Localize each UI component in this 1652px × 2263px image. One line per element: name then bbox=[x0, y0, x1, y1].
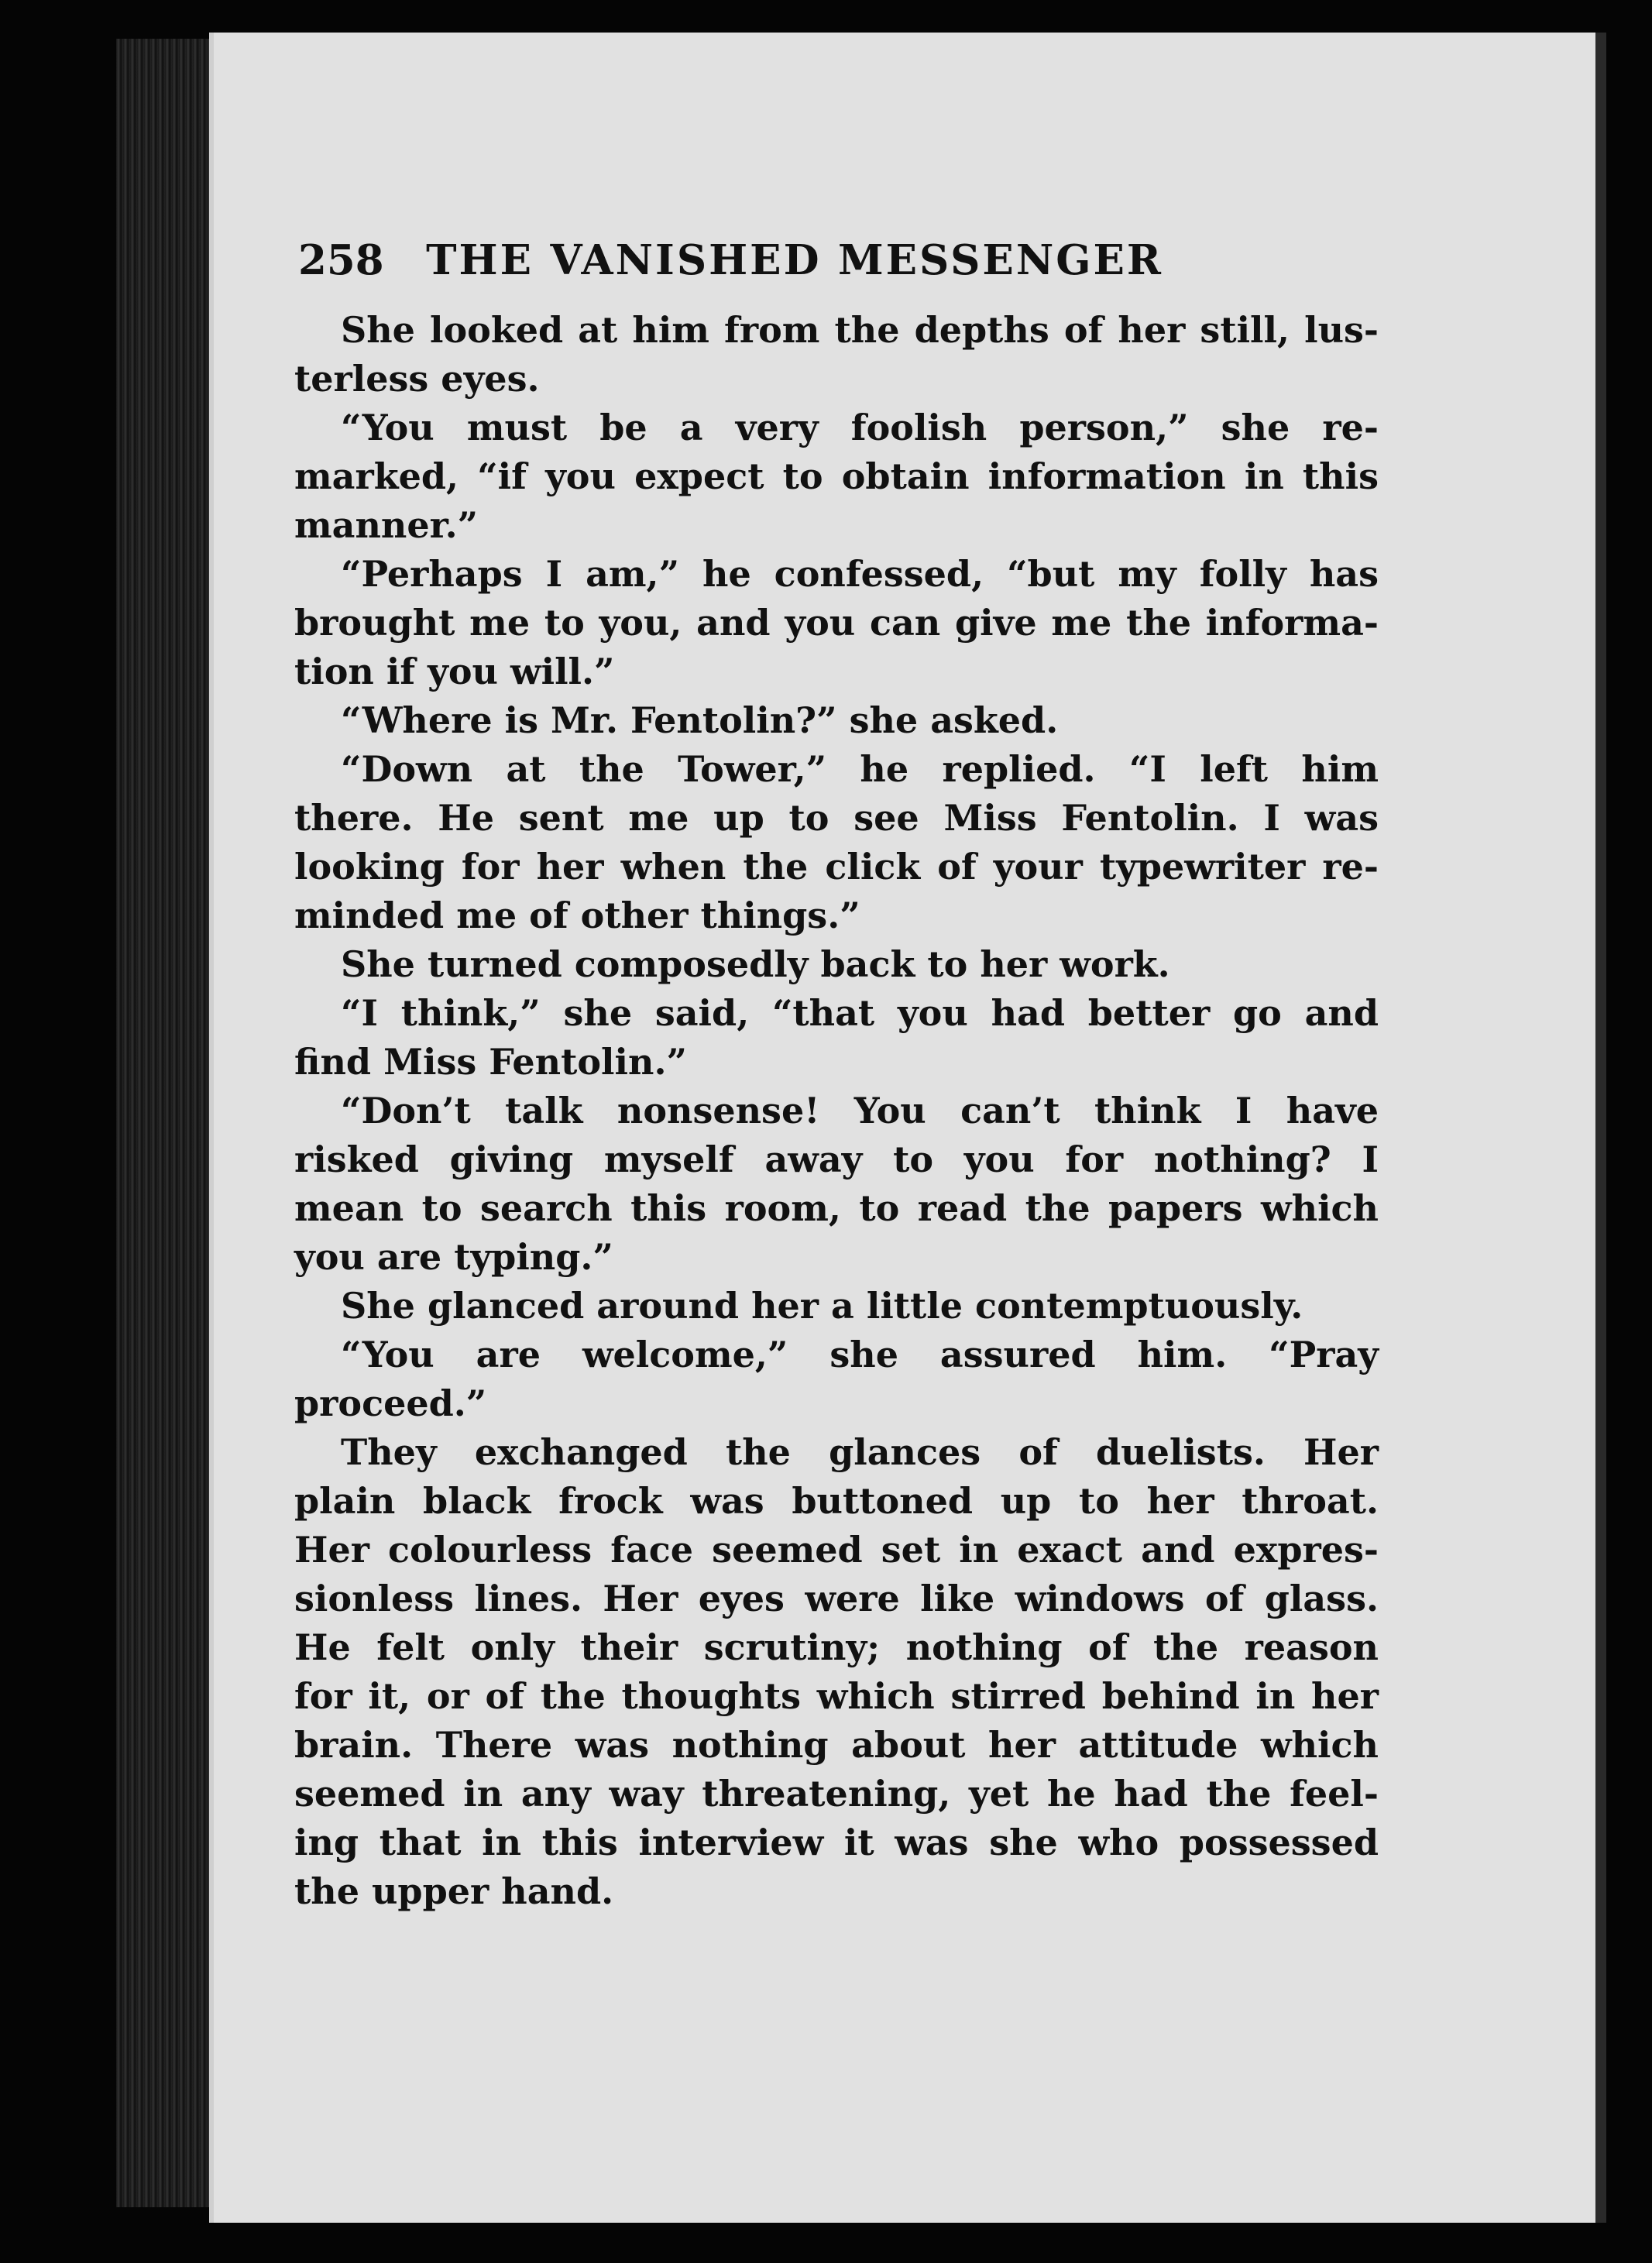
text-line: “Don’t talk nonsense! You can’t think I have bbox=[341, 1090, 1379, 1132]
page-number: 258 bbox=[298, 236, 384, 284]
text-line: “Where is Mr. Fentolin?” she asked. bbox=[341, 699, 1059, 741]
text-line: looking for her when the click of your typewriter re- bbox=[294, 846, 1379, 888]
text-line: you are typing.” bbox=[294, 1236, 613, 1278]
text-line: She looked at him from the depths of her still, lus- bbox=[341, 309, 1379, 351]
text-line: seemed in any way threatening, yet he had the feel- bbox=[294, 1773, 1379, 1815]
text-line: minded me of other things.” bbox=[294, 895, 860, 936]
text-line: there. He sent me up to see Miss Fentolin. I was bbox=[294, 797, 1379, 839]
book-page-edges bbox=[116, 39, 225, 2207]
text-line: They exchanged the glances of duelists. Her bbox=[341, 1431, 1379, 1473]
text-line: “Perhaps I am,” he confessed, “but my folly has bbox=[341, 553, 1379, 595]
text-line: for it, or of the thoughts which stirred behind in her bbox=[294, 1675, 1379, 1717]
text-line: “I think,” she said, “that you had better go and bbox=[341, 992, 1379, 1034]
text-line: mean to search this room, to read the papers which bbox=[294, 1187, 1379, 1229]
text-line: proceed.” bbox=[294, 1382, 487, 1424]
body-text bbox=[294, 306, 1379, 1916]
text-line: She turned composedly back to her work. bbox=[341, 943, 1170, 985]
text-line: marked, “if you expect to obtain information in this bbox=[294, 455, 1379, 497]
text-line: terless eyes. bbox=[294, 358, 540, 400]
running-header bbox=[298, 236, 1398, 298]
text-line: “You must be a very foolish person,” she re- bbox=[341, 407, 1379, 448]
text-line: risked giving myself away to you for nothing? I bbox=[294, 1138, 1379, 1180]
text-line: “Down at the Tower,” he replied. “I left him bbox=[341, 748, 1379, 790]
text-line: brought me to you, and you can give me the informa- bbox=[294, 602, 1379, 644]
text-line: “You are welcome,” she assured him. “Pray bbox=[341, 1334, 1379, 1375]
text-line: plain black frock was buttoned up to her throat. bbox=[294, 1480, 1379, 1522]
text-line: the upper hand. bbox=[294, 1870, 614, 1912]
text-line: sionless lines. Her eyes were like windows of glass. bbox=[294, 1578, 1379, 1619]
text-line: She glanced around her a little contemptuously. bbox=[341, 1285, 1303, 1327]
text-line: ing that in this interview it was she who possessed bbox=[294, 1822, 1379, 1863]
running-title: THE VANISHED MESSENGER bbox=[426, 236, 1163, 284]
text-line: tion if you will.” bbox=[294, 651, 615, 692]
text-line: brain. There was nothing about her attitude which bbox=[294, 1724, 1379, 1766]
text-line: find Miss Fentolin.” bbox=[294, 1041, 687, 1083]
text-line: He felt only their scrutiny; nothing of the reason bbox=[294, 1626, 1379, 1668]
text-line: manner.” bbox=[294, 504, 479, 546]
text-line: Her colourless face seemed set in exact and expres- bbox=[294, 1529, 1379, 1571]
